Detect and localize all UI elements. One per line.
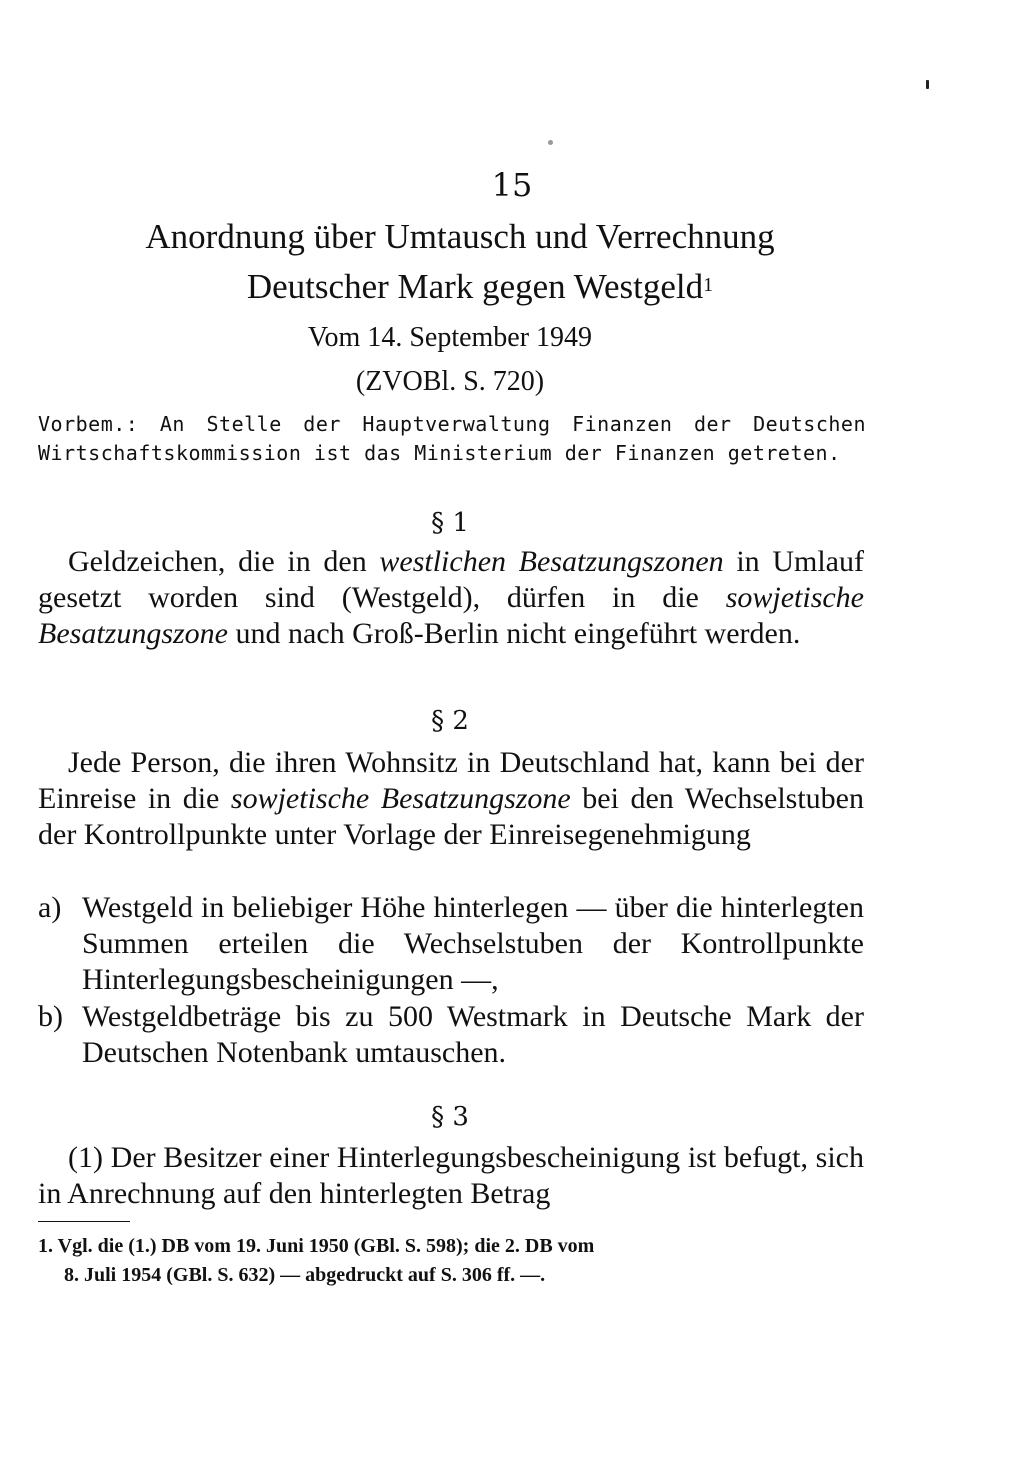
title-footnote-mark: 1 [703,274,714,296]
section-2-item-b: b) Westgeldbeträge bis zu 500 Westmark in Deutsche Mark der Deutschen Notenbank umtauschen. [38,1000,864,1069]
document-date: Vom 14. September 1949 [307,322,593,353]
title-line-2: Deutscher Mark gegen Westgeld$^1$ [246,267,714,306]
document-title [40,212,880,312]
scan-speck [548,140,553,145]
preliminary-remark: Vorbem.: An Stelle der Hauptverwaltung Finanzen der Deutschen Wirtschaftskommission ist das Ministerium der Finanzen getreten. [38,412,866,465]
section-1-heading: § 1 [431,508,469,538]
section-2-item-a: a) Westgeld in beliebiger Höhe hinterlegen — über die hinterlegten Summen erteilen die Wechselstuben der Kontrollpunkte Hinterlegungsbescheinigungen —, [38,891,864,996]
section-2-heading: § 2 [431,706,469,736]
section-3-heading: § 3 [431,1102,469,1132]
document-source: (ZVOBl. S. 720) [355,366,545,397]
section-1-text: Geldzeichen, die in den westlichen Besatzungszonen in Umlauf gesetzt worden sind (Westgeld), dürfen in die sowjetische Besatzungszone und nach Groß-Berlin nicht eingeführt werden. [38,545,864,650]
scan-speck [926,80,929,89]
footnote [38,1232,866,1290]
section-2-text: Jede Person, die ihren Wohnsitz in Deutschland hat, kann bei der Einreise in die sowjetische Besatzungszone bei den Wechselstuben der Kontrollpunkte unter Vorlage der Einreisegenehmigung [38,746,864,851]
item-b-label: b) [38,1000,63,1033]
title-line-1: Anordnung über Umtausch und Verrechnung [145,217,775,256]
footnote-rule [38,1221,130,1222]
footnote-line-2: 8. Juli 1954 (GBl. S. 632) — abgedruckt auf S. 306 ff. —. [64,1264,546,1286]
section-3-text: (1) Der Besitzer einer Hinterlegungsbescheinigung ist befugt, sich in Anrechnung auf den hinterlegten Betrag [38,1141,864,1210]
footnote-line-1: 1. Vgl. die (1.) DB vom 19. Juni 1950 (GBl. S. 598); die 2. DB vom [38,1235,595,1257]
document-number: 15 [491,166,533,204]
item-a-label: a) [38,891,62,924]
